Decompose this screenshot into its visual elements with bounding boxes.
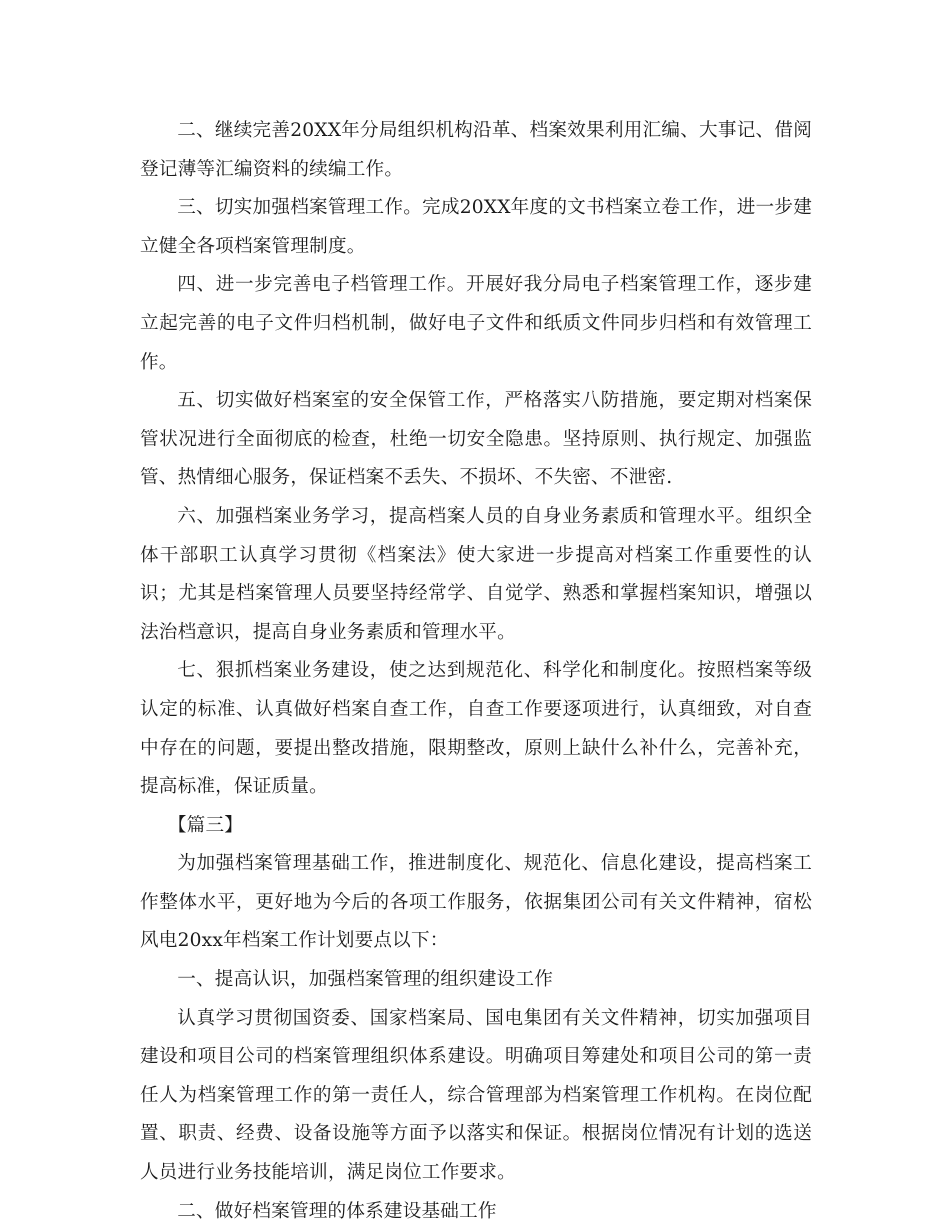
paragraph-item-3: 三、切实加强档案管理工作。完成20XX年度的文书档案立卷工作，进一步建立健全各项档案管理制度。 bbox=[140, 197, 812, 257]
paragraph-intro: 为加强档案管理基础工作，推进制度化、规范化、信息化建设，提高档案工作整体水平，更好地为今后的各项工作服务，依据集团公司有关文件精神，宿松风电20xx年档案工作计划要点以下： bbox=[140, 853, 812, 952]
paragraph-item-5: 五、切实做好档案室的安全保管工作，严格落实八防措施，要定期对档案保管状况进行全面彻底的检查，杜绝一切安全隐患。坚持原则、执行规定、加强监管、热情细心服务，保证档案不丢失、不损坏、不失密、不泄密. bbox=[140, 390, 812, 489]
paragraph-item-4: 四、进一步完善电子档管理工作。开展好我分局电子档案管理工作，逐步建立起完善的电子文件归档机制，做好电子文件和纸质文件同步归档和有效管理工作。 bbox=[140, 274, 812, 373]
subheading-item-1: 一、提高认识，加强档案管理的组织建设工作 bbox=[177, 969, 554, 991]
paragraph-item-1-body: 认真学习贯彻国资委、国家档案局、国电集团有关文件精神，切实加强项目建设和项目公司的档案管理组织体系建设。明确项目筹建处和项目公司的第一责任人为档案管理工作的第一责任人，综合管理部为档案管理工作机构。在岗位配置、职责、经费、设备设施等方面予以落实和保证。根据岗位情况有计划的选送人员进行业务技能培训，满足岗位工作要求。 bbox=[140, 1007, 812, 1184]
document-body bbox=[140, 112, 812, 1231]
paragraph-item-6: 六、加强档案业务学习，提高档案人员的自身业务素质和管理水平。组织全体干部职工认真学习贯彻《档案法》使大家进一步提高对档案工作重要性的认识；尤其是档案管理人员要坚持经常学、自觉学、熟悉和掌握档案知识，增强以法治档意识，提高自身业务素质和管理水平。 bbox=[140, 505, 812, 643]
paragraph-item-2: 二、继续完善20XX年分局组织机构沿革、档案效果利用汇编、大事记、借阅登记薄等汇编资料的续编工作。 bbox=[140, 120, 812, 180]
section-heading-part3: 【篇三】 bbox=[167, 814, 244, 836]
subheading-item-2: 二、做好档案管理的体系建设基础工作 bbox=[177, 1200, 497, 1222]
paragraph-item-7: 七、狠抓档案业务建设，使之达到规范化、科学化和制度化。按照档案等级认定的标准、认真做好档案自查工作，自查工作要逐项进行，认真细致，对自查中存在的问题，要提出整改措施，限期整改，原则上缺什么补什么，完善补充，提高标准，保证质量。 bbox=[140, 660, 812, 798]
